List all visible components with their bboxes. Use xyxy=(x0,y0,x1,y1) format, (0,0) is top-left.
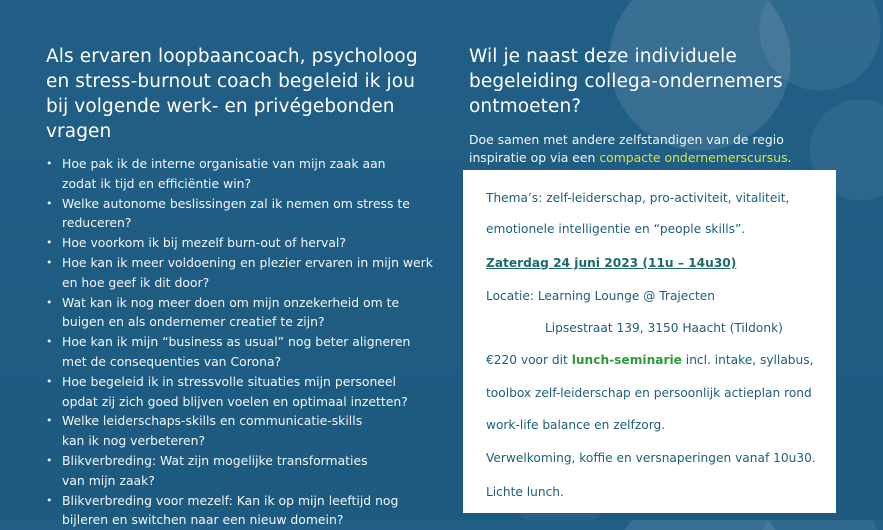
lunch-line: Lichte lunch. xyxy=(486,485,564,499)
list-item: • Welke leiderschaps-skills en communicatie-skills kan ik nog verbeteren? xyxy=(46,411,446,451)
list-item: • Hoe kan ik mijn “business as usual” nog beter aligneren met de consequenties van Corona? xyxy=(46,332,446,372)
list-item: • Hoe pak ik de interne organisatie van mijn zaak aan zodat ik tijd en efficiëntie win? xyxy=(46,154,446,194)
left-column xyxy=(46,44,446,530)
themes-line: emotionele intelligentie en “people skills”. xyxy=(486,222,746,236)
price-line: toolbox zelf-leiderschap en persoonlijk actieplan rond xyxy=(486,386,812,400)
intro-line: Doe samen met andere zelfstandigen van de regio xyxy=(469,132,784,147)
price-line: work-life balance en zelfzorg. xyxy=(486,418,666,432)
list-item: • Hoe voorkom ik bij mezelf burn-out of herval? xyxy=(46,233,446,253)
list-item: • Blikverbreding voor mezelf: Kan ik op mijn leeftijd nog bijleren en switchen naar een nieuw domein? xyxy=(46,491,446,530)
right-heading xyxy=(469,44,849,119)
list-item: • Wat kan ik nog meer doen om mijn onzekerheid om te buigen en als ondernemer creatief te zijn? xyxy=(46,293,446,333)
right-heading-line: Wil je naast deze individuele xyxy=(469,46,737,67)
address-line: Lipsestraat 139, 3150 Haacht (Tildonk) xyxy=(545,321,783,335)
left-heading-line: Als ervaren loopbaancoach, psycholoog xyxy=(46,46,418,67)
seminar-info-box xyxy=(463,170,836,513)
course-link[interactable]: compacte ondernemerscursus xyxy=(599,150,788,165)
left-heading-line: bij volgende werk- en privégebonden vragen xyxy=(46,96,395,142)
seminar-highlight: lunch-seminarie xyxy=(571,353,682,367)
list-item: • Welke autonome beslissingen zal ik nemen om stress te reduceren? xyxy=(46,194,446,234)
list-item: • Hoe begeleid ik in stressvolle situaties mijn personeel opdat zij zich goed blijven voelen en optimaal inzetten? xyxy=(46,372,446,412)
themes-line: Thema’s: zelf-leiderschap, pro-activiteit, vitaliteit, xyxy=(486,191,790,205)
location-line: Locatie: Learning Lounge @ Trajecten xyxy=(486,289,715,303)
right-heading-line: begeleiding collega-ondernemers xyxy=(469,71,783,92)
left-heading-line: en stress-burnout coach begeleid ik jou xyxy=(46,71,416,92)
price-line: €220 voor dit lunch-seminarie incl. intake, syllabus, xyxy=(486,353,814,367)
intro-text xyxy=(469,131,849,167)
welcome-line: Verwelkoming, koffie en versnaperingen vanaf 10u30. xyxy=(486,451,816,465)
event-date: Zaterdag 24 juni 2023 (11u – 14u30) xyxy=(486,256,737,270)
list-item: • Hoe kan ik meer voldoening en plezier ervaren in mijn werk en hoe geef ik dit door? xyxy=(46,253,446,293)
list-item: • Blikverbreding: Wat zijn mogelijke transformaties van mijn zaak? xyxy=(46,451,446,491)
left-heading xyxy=(46,44,446,144)
intro-line: inspiratie op via een compacte ondernemerscursus. xyxy=(469,150,792,165)
question-list xyxy=(46,154,446,530)
right-heading-line: ontmoeten? xyxy=(469,96,582,117)
right-column xyxy=(469,44,849,167)
